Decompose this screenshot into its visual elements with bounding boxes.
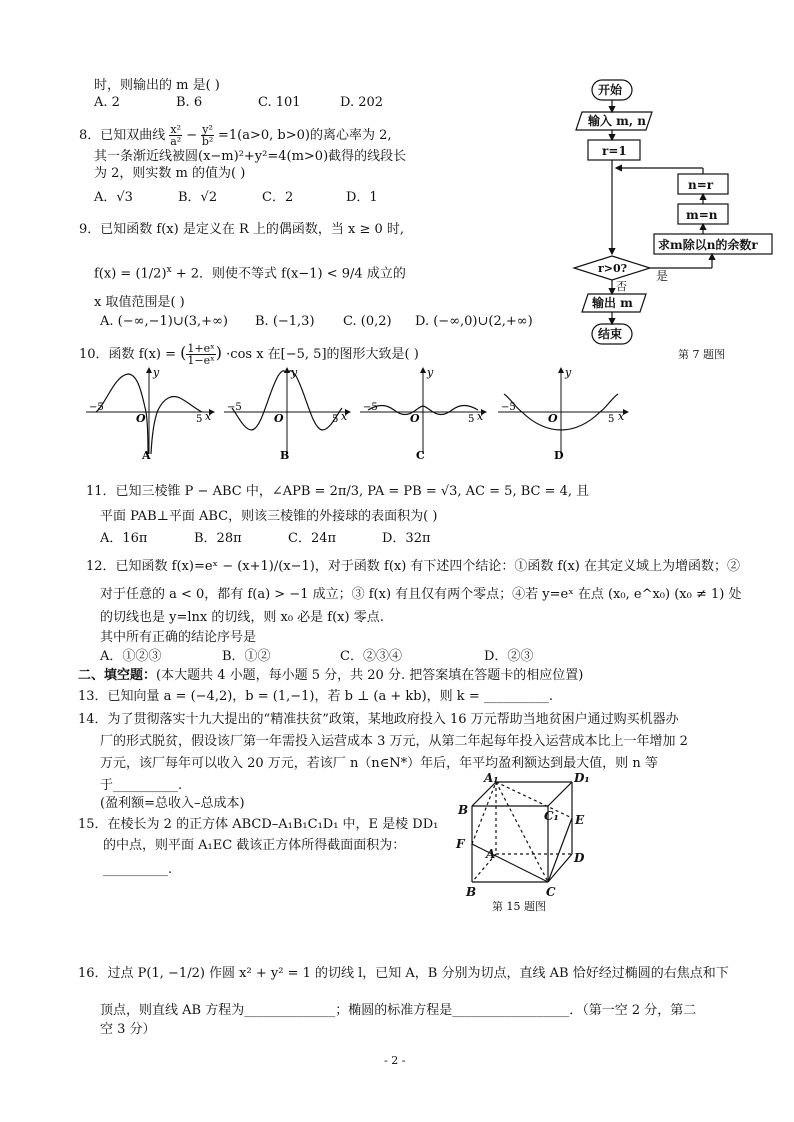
q12-line1: 12．已知函数 f(x)=eˣ − (x+1)/(x−1)，对于函数 f(x) 有下述四个结论：①函数 f(x) 在其定义域上为增函数；②: [86, 559, 740, 574]
q7-option-d: D. 202: [340, 95, 384, 110]
q8-suffix: =1(a>0, b>0)的离心率为 2,: [218, 128, 392, 143]
q10-frac: [186, 343, 215, 366]
q12-option-c: C．②③④: [340, 649, 402, 664]
graph-a-label: A: [142, 449, 151, 462]
q8-frac-y: $\frac{\text{y²}}{\text{b²}}$: [201, 123, 214, 148]
q12-line3: 的切线也是 y=lnx 的切线，则 x₀ 必是 f(x) 零点.: [100, 610, 384, 625]
q12-option-b: B．①②: [222, 649, 271, 664]
q15-line2: 的中点，则平面 A₁EC 截该正方体所得截面面积为：: [103, 838, 406, 853]
q15-cube-figure: [448, 772, 598, 914]
q11-line2: 平面 PAB⊥平面 ABC，则该三棱锥的外接球的表面积为( ): [100, 509, 438, 524]
flow-yes: 是: [656, 269, 669, 283]
graph-c-tick-right: 5: [468, 414, 475, 425]
graph-c-axis-x: x: [477, 410, 484, 423]
q12-option-d: D．②③: [484, 649, 534, 664]
graph-b-axis-y: y: [291, 366, 298, 379]
cube-label-c1: C₁: [544, 809, 559, 823]
q9-option-d: D. (−∞,0)∪(2,+∞): [415, 314, 533, 329]
q7-option-c: C. 101: [258, 95, 301, 110]
flow-cond: r>0?: [598, 262, 628, 275]
q9-option-c: C. (0,2): [343, 314, 392, 329]
q8-frac-x: $\frac{\text{x²}}{\text{a²}}$: [170, 123, 182, 148]
flow-assign-m: m=n: [686, 208, 718, 222]
q12-line4: 其中所有正确的结论序号是: [100, 630, 257, 645]
q10-numer: 1+eˣ: [187, 342, 215, 355]
graph-c: [360, 366, 486, 462]
q8-line2: 其一条渐近线被圆(x−m)²+y²=4(m>0)截得的线段长: [94, 149, 407, 164]
flow-input: 输入 m, n: [588, 114, 646, 128]
q16-line2: 顶点，则直线 AB 方程为______________；椭圆的标准方程是__________________．（第一空 2 分，第二: [100, 1003, 697, 1018]
cube-label-d: D: [574, 851, 585, 865]
q9-options: [100, 314, 533, 330]
graph-d-tick-right: 5: [608, 414, 615, 425]
q8-line1: 8．已知双曲线 $\frac{\text{x²}}{\text{a²}}$ − $\frac{\text{y²}}{\text{b²}}$ =1(a>0, b>0)的离心率为 2,: [79, 123, 392, 148]
graph-d-label: D: [554, 449, 564, 462]
q10-denom: 1−eˣ: [187, 354, 215, 367]
q14-line5: (盈利额=总收入–总成本): [100, 796, 245, 811]
graph-a-tick-right: 5: [196, 414, 203, 425]
q10-prefix: 10．函数: [79, 347, 135, 362]
q11-line1: 11．已知三棱锥 P − ABC 中，∠APB = 2π/3, PA = PB = √3, AC = 5, BC = 4, 且: [86, 484, 590, 499]
q8-prefix: 8．已知双曲线: [79, 128, 166, 143]
q7-flowchart: [570, 76, 780, 366]
cube-label-b1: B: [458, 803, 469, 817]
q14-line4: 于__________.: [100, 778, 183, 793]
q15-line3: __________.: [103, 862, 173, 877]
cube-label-d1: D₁: [574, 772, 590, 785]
q13-text: 13．已知向量 a = (−4,2)，b = (1,−1)，若 b ⊥ (a + kb)，则 k = __________.: [78, 689, 553, 704]
q9-line3: x 取值范围是( ): [94, 295, 185, 310]
q9-fx: f(x) = (1/2): [94, 266, 167, 282]
graph-a-origin: O: [136, 412, 146, 425]
graph-d-origin: O: [548, 412, 558, 425]
graph-d: [498, 366, 628, 462]
q11-options: [100, 531, 431, 547]
flow-no: 否: [616, 280, 627, 293]
q9-tail: + 2．则使不等式 f(x−1) < 9/4 成立的: [175, 266, 406, 282]
q9-option-b: B. (−1,3): [255, 314, 315, 329]
section2-desc: (本大题共 4 小题，每小题 5 分，共 20 分. 把答案填在答题卡的相应位置): [156, 668, 584, 683]
q8-option-b: B．√2: [178, 190, 218, 205]
graph-b-tick-right: 5: [332, 414, 339, 425]
cube-label-c: C: [546, 885, 556, 899]
flow-caption: 第 7 题图: [678, 348, 725, 361]
graph-c-label: C: [416, 449, 425, 462]
graph-a-axis-x: x: [205, 410, 212, 423]
flow-end: 结束: [598, 327, 623, 341]
graph-a-axis-y: y: [153, 366, 160, 379]
graph-a-tick-left: −5: [89, 402, 104, 413]
graph-b-label: B: [280, 449, 290, 462]
q9-option-a: A. (−∞,−1)∪(3,+∞): [100, 314, 228, 329]
q16-line3: 空 3 分）: [100, 1022, 156, 1037]
section2-title: 二、填空题：: [78, 668, 157, 683]
q12-option-a: A．①②③: [100, 649, 162, 664]
q9-line2: $f(x) = (1/2)^x + 2$．则使不等式 f(x−1) < 9/4 成立的: [94, 265, 406, 282]
q7-stem: 时，则输出的 m 是( ): [94, 78, 220, 93]
q10-stem: 10．函数 f(x) = ( $\frac{\text{1+eˣ}}{\text{1−eˣ}}$ ) ·cos x 在[−5, 5]的图形大致是( ): [79, 342, 419, 367]
q12-options: [100, 649, 533, 665]
q7-option-a: A. 2: [94, 95, 120, 110]
q8-option-a: A．√3: [94, 190, 133, 205]
q16-line1: 16．过点 P(1, −1/2) 作圆 x² + y² = 1 的切线 l，已知 A，B 分别为切点，直线 AB 恰好经过椭圆的右焦点和下: [78, 966, 729, 981]
cube-label-a1: A₁: [484, 772, 499, 785]
cube-label-f: F: [456, 837, 465, 851]
flow-assign-n: n=r: [688, 178, 714, 192]
graph-d-axis-y: y: [565, 366, 572, 379]
q14-line2: 厂的形式脱贫，假设该厂第一年需投入运营成本 3 万元，从第二年起每年投入运营成本比上一年增加 2: [100, 734, 688, 749]
q8-options: [94, 190, 378, 206]
flow-remainder: 求m除以n的余数r: [658, 238, 758, 252]
cube-label-b: B: [466, 885, 477, 899]
graph-c-origin: O: [410, 412, 420, 425]
q11-option-a: A．16π: [100, 531, 148, 546]
graph-d-tick-left: −5: [501, 402, 516, 413]
q9-line1: 9．已知函数 f(x) 是定义在 R 上的偶函数，当 x ≥ 0 时,: [79, 222, 405, 237]
cube-label-e: E: [575, 813, 585, 827]
q11-option-c: C．24π: [288, 531, 337, 546]
flow-start: 开始: [598, 83, 623, 97]
q8-option-c: C．2: [262, 190, 294, 205]
graph-b-origin: O: [274, 412, 284, 425]
q7-options: [94, 95, 383, 111]
q12-line2: 对于任意的 a < 0，都有 f(a) > −1 成立；③ f(x) 有且仅有两个零点；④若 y=eˣ 在点 (x₀, e^x₀) (x₀ ≠ 1) 处: [100, 587, 742, 602]
cube-label-a: A: [486, 847, 496, 861]
q10-fx: f(x) =: [138, 347, 176, 362]
q14-line1: 14．为了贯彻落实十九大提出的“精准扶贫”政策，某地政府投入 16 万元帮助当地贫困户通过购买机器办: [78, 712, 679, 727]
q8-option-d: D．1: [346, 190, 378, 205]
graph-b-tick-left: −5: [227, 402, 242, 413]
q14-line3: 万元，该厂每年可以收入 20 万元，若该厂 n（n∈N*）年后，年平均盈利额达到最大值，则 n 等: [100, 756, 658, 771]
q15-caption: 第 15 题图: [492, 900, 546, 913]
flow-output: 输出 m: [592, 296, 633, 310]
q15-line1: 15．在棱长为 2 的正方体 ABCD–A₁B₁C₁D₁ 中，E 是棱 DD₁: [78, 817, 439, 832]
page-number: - 2 -: [384, 1054, 406, 1067]
q7-option-b: B. 6: [176, 95, 203, 110]
flow-init: r=1: [602, 144, 627, 158]
q8-line3: 为 2，则实数 m 的值为( ): [94, 166, 246, 181]
graph-d-axis-x: x: [618, 410, 625, 423]
section2-header: [78, 668, 583, 684]
graph-c-axis-y: y: [427, 366, 434, 379]
graph-b: [224, 366, 350, 462]
q10-suffix: ·cos x 在[−5, 5]的图形大致是( ): [226, 347, 419, 362]
graph-c-tick-left: −5: [363, 402, 378, 413]
graph-b-axis-x: x: [341, 410, 348, 423]
q11-option-b: B．28π: [194, 531, 242, 546]
q10-graphs: [84, 364, 644, 462]
q11-option-d: D．32π: [382, 531, 431, 546]
graph-a: [86, 366, 214, 462]
